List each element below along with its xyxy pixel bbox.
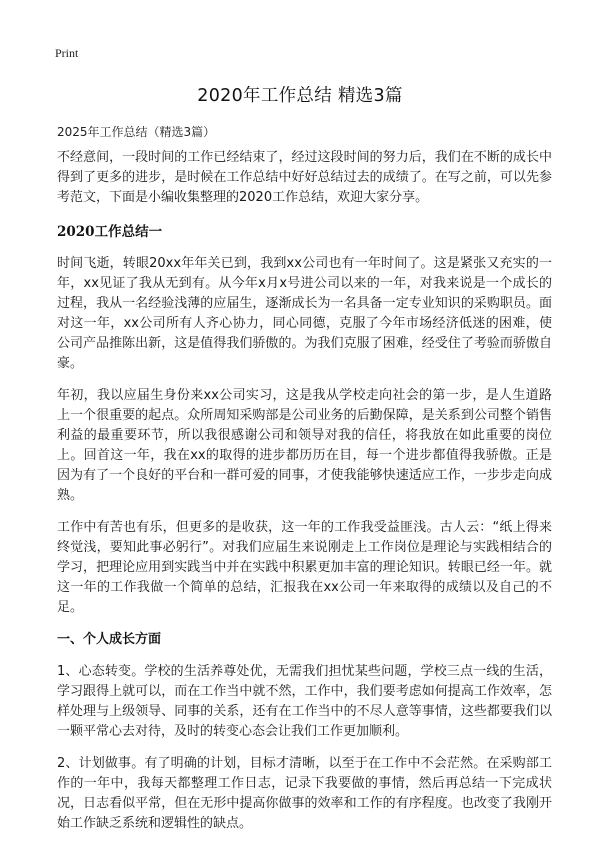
article-body — [57, 114, 552, 846]
page-title: 2020年工作总结 精选3篇 — [197, 86, 403, 106]
print-link[interactable]: Print — [55, 46, 79, 60]
section-heading: 2020工作总结一 — [57, 224, 163, 240]
body-paragraph: 2、计划做事。有了明确的计划，目标才清晰，以至于在工作中不会茫然。在采购部工作的一年中，我每天都整理工作日志，记录下我要做的事情，然后再总结一下完成状况，日志看似平常，但在无形中提高你做事的效率和工作的有序程度。也改变了我刚开始工作缺乏系统和逻辑性的缺点。 — [57, 756, 552, 831]
body-paragraph: 年初，我以应届生身份来xx公司实习，这是我从学校走向社会的第一步，是人生道路上一个很重要的起点。众所周知采购部是公司业务的后勤保障，是关系到公司整个销售利益的最重要环节，所以我很感谢公司和领导对我的信任，将我放在如此重要的岗位上。回首这一年，我在xx的取得的进步都历历在目，每一个进步都值得我骄傲。正是因为有了一个良好的平台和一群可爱的同事，才使我能够快速适应工作，一步步走向成熟。 — [57, 388, 552, 503]
body-paragraph: 时间飞逝，转眼20xx年年关已到，我到xx公司也有一年时间了。这是紧张又充实的一年，xx见证了我从无到有。从今年x月x号进公司以来的一年，对我来说是一个成长的过程，我从一名经验浅薄的应届生，逐渐成长为一名具备一定专业知识的采购职员。面对这一年，xx公司所有人齐心协力，同心同德，克服了今年市场经济低迷的困难，使公司产品推陈出新，这是值得我们骄傲的。为我们克服了困难，经受住了考验而骄傲自豪。 — [57, 256, 552, 371]
body-paragraph: 工作中有苦也有乐，但更多的是收获，这一年的工作我受益匪浅。古人云：“纸上得来终觉浅，要知此事必躬行”。对我们应届生来说刚走上工作岗位是理论与实践相结合的学习，把理论应用到实践当中并在实践中积累更加丰富的理论知识。转眼已经一年。就这一年的工作我做一个简单的总结，汇报我在xx公司一年来取得的成绩以及自己的不足。 — [57, 520, 552, 615]
subsection-heading: 一、个人成长方面 — [57, 632, 162, 647]
intro-paragraph: 不经意间，一段时间的工作已经结束了，经过这段时间的努力后，我们在不断的成长中得到了更多的进步，是时候在工作总结中好好总结过去的成绩了。在写之前，可以先参考范文，下面是小编收集整理的2020工作总结，欢迎大家分享。 — [57, 150, 552, 205]
article-subtitle: 2025年工作总结（精选3篇） — [57, 125, 216, 139]
body-paragraph: 1、心态转变。学校的生活养尊处优，无需我们担忧某些问题，学校三点一线的生活，学习跟得上就可以，而在工作当中就不然，工作中，我们要考虑如何提高工作效率，怎样处理与上级领导、同事的关系，还有在工作当中的不尽人意等事情，这些都要我们以一颗平常心去对待，及时的转变心态会让我们工作更加顺利。 — [57, 664, 552, 739]
